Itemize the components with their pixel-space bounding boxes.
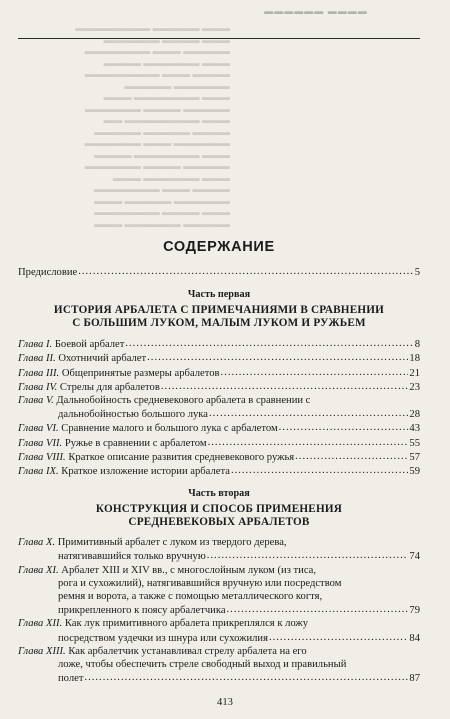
part-title [18,503,420,529]
dot-leader [295,450,408,463]
chapter-label: Глава VI. [18,423,59,435]
toc-entry[interactable] [18,394,420,421]
entry-page: 18 [409,353,420,365]
toc-entry[interactable] [18,564,420,618]
part-title [18,304,420,330]
entry-title: посредством уздечки из шнура или сухожилия [58,632,268,644]
toc-part [18,488,420,685]
entry-title: Краткое описание развития средневекового ружья [68,451,295,463]
chapter-label: Глава III. [18,367,60,379]
chapter-label: Глава I. [18,339,53,351]
part-title-line: ИСТОРИЯ АРБАЛЕТА С ПРИМЕЧАНИЯМИ В СРАВНЕНИИ [53,304,385,317]
toc-parts [18,289,420,685]
entry-page: 57 [409,451,420,463]
entry-line [18,671,420,685]
entry-page: 59 [409,466,420,478]
toc-entry[interactable] [18,436,420,450]
toc-entry[interactable] [18,351,420,365]
entry-page: 28 [409,409,420,421]
dot-leader [227,603,409,616]
toc-entry[interactable] [18,450,420,464]
entry-line [18,536,420,549]
entry-line [18,394,420,407]
entry-title: Охотничий арбалет [58,353,147,365]
toc-entry[interactable] [18,380,420,394]
entry-title: Ружье в сравнении с арбалетом [64,437,207,449]
entry-page: 74 [409,551,420,563]
entry-page: 21 [409,367,420,379]
dot-leader [209,407,408,420]
toc-entry-preface[interactable] [18,265,420,279]
entry-line [18,617,420,630]
entry-title: Дальнобойность средневекового арбалета в сравнении с [56,395,311,407]
entry-line: ремня и ворота, а также с помощью металлического когтя, [58,591,323,603]
dot-leader [208,436,409,449]
chapter-label: Глава XI. [18,564,59,576]
entry-title: Как лук примитивного арбалета прикреплялся к ложу [64,618,309,630]
dot-leader [161,380,409,393]
entry-page: 87 [409,673,420,685]
toc-entry[interactable] [18,536,420,563]
toc-entry[interactable] [18,421,420,435]
chapter-label: Глава IX. [18,466,59,478]
chapter-label: Глава XIII. [18,645,66,657]
dot-leader [147,351,408,364]
toc-entry[interactable] [18,366,420,380]
chapter-label: Глава VII. [18,437,63,449]
bleed-through-text: ▬▬▬ ▬▬▬▬▬ ▬▬▬▬▬▬▬▬ ▬▬▬ ▬▬▬▬ ▬▬▬▬▬▬ ▬▬▬▬▬ ▬▬▬ ▬▬▬▬▬▬▬ ▬▬▬ ▬▬▬▬▬▬ ▬▬▬▬ ▬▬▬▬ ▬▬▬ ▬▬▬▬▬▬▬▬ ▬▬▬▬▬▬ ▬▬▬▬▬ ▬▬▬ ▬▬▬▬▬▬▬ ▬▬▬ ▬▬▬▬▬ ▬▬▬▬ ▬▬▬▬▬▬ ▬▬▬ ▬▬▬▬▬▬▬▬ ▬▬ ▬▬▬▬ ▬▬▬▬▬ ▬▬▬▬▬ ▬▬▬▬▬▬ ▬▬▬ ▬▬▬▬▬▬ ▬▬▬ ▬▬▬▬▬▬▬ ▬▬▬▬ ▬▬▬▬▬ ▬▬▬▬ ▬▬▬▬▬▬ ▬▬▬ ▬▬▬▬▬▬ ▬▬▬ ▬▬▬▬ ▬▬▬ ▬▬▬▬▬▬▬ ▬▬▬▬▬▬ ▬▬▬▬▬ ▬▬▬ ▬▬▬ ▬▬▬▬ ▬▬▬▬▬▬▬ ▬▬▬▬▬ ▬▬▬▬▬▬ ▬▬▬ [75,24,230,230]
dot-leader [84,671,408,684]
entry-title: Арбалет XIII и XIV вв., с многослойным луком (из тиса, [61,564,317,576]
dot-leader [221,366,409,379]
toc-part [18,289,420,478]
chapter-label: Глава IV. [18,381,58,393]
toc-entry[interactable] [18,337,420,351]
entry-title: Предисловие [18,267,78,278]
page-number: 413 [217,697,233,708]
bleed-through-header: ▬▬▬▬ ▬▬▬▬▬▬ [263,6,367,16]
entry-line [18,603,420,617]
part-title-line: КОНСТРУКЦИЯ И СПОСОБ ПРИМЕНЕНИЯ [95,503,343,516]
entry-line: рога и сухожилий), натягивавшийся вручную или посредством [58,577,342,589]
entry-page: 43 [409,423,420,435]
chapter-label: Глава VIII. [18,451,66,463]
entry-title: Общепринятые размеры арбалетов [61,367,220,379]
toc-title: СОДЕРЖАНИЕ [163,239,275,255]
entry-page: 84 [409,632,420,644]
entry-page: 5 [414,267,420,278]
chapter-label: Глава XII. [18,618,63,630]
part-label: Часть вторая [188,488,250,500]
entry-title: Примитивный арбалет с луком из твердого дерева, [57,537,287,549]
entry-page: 55 [409,437,420,449]
toc-entry[interactable] [18,617,420,644]
chapter-label: Глава X. [18,537,56,549]
part-label: Часть первая [187,289,251,301]
toc-entry[interactable] [18,645,420,686]
part-title-line: С БОЛЬШИМ ЛУКОМ, МАЛЫМ ЛУКОМ И РУЖЬЕМ [72,317,366,330]
entry-line [18,564,420,577]
table-of-contents [18,229,420,685]
dot-leader [125,337,413,350]
entry-line [18,645,420,658]
entry-title: Краткое изложение истории арбалета [61,466,230,478]
dot-leader [78,265,413,278]
entry-title: полет [58,673,84,685]
chapter-label: Глава II. [18,353,56,365]
entry-page: 79 [409,605,420,617]
entry-title: натягивавшийся только вручную [58,551,206,563]
entry-page: 23 [409,381,420,393]
entry-title: Как арбалетчик устанавливал стрелу арбалета на его [68,645,307,657]
entry-title: Стрелы для арбалетов [59,381,160,393]
header-rule [18,38,420,39]
toc-entry[interactable] [18,464,420,478]
entry-line: ложе, чтобы обеспечить стреле свободный выход и правильный [58,659,347,671]
entry-title: Сравнение малого и большого лука с арбалетом [61,423,278,435]
entry-title: дальнобойностью большого лука [58,409,208,421]
part-title-line: СРЕДНЕВЕКОВЫХ АРБАЛЕТОВ [128,516,310,529]
chapter-label: Глава V. [18,395,54,407]
entry-line [18,407,420,421]
entry-title: прикрепленного к поясу арбалетчика [58,605,226,617]
entry-page: 8 [414,339,420,351]
dot-leader [279,421,409,434]
entry-line [18,631,420,645]
dot-leader [269,631,408,644]
entry-line [18,549,420,563]
dot-leader [207,549,409,562]
dot-leader [231,464,408,477]
entry-title: Боевой арбалет [54,339,125,351]
